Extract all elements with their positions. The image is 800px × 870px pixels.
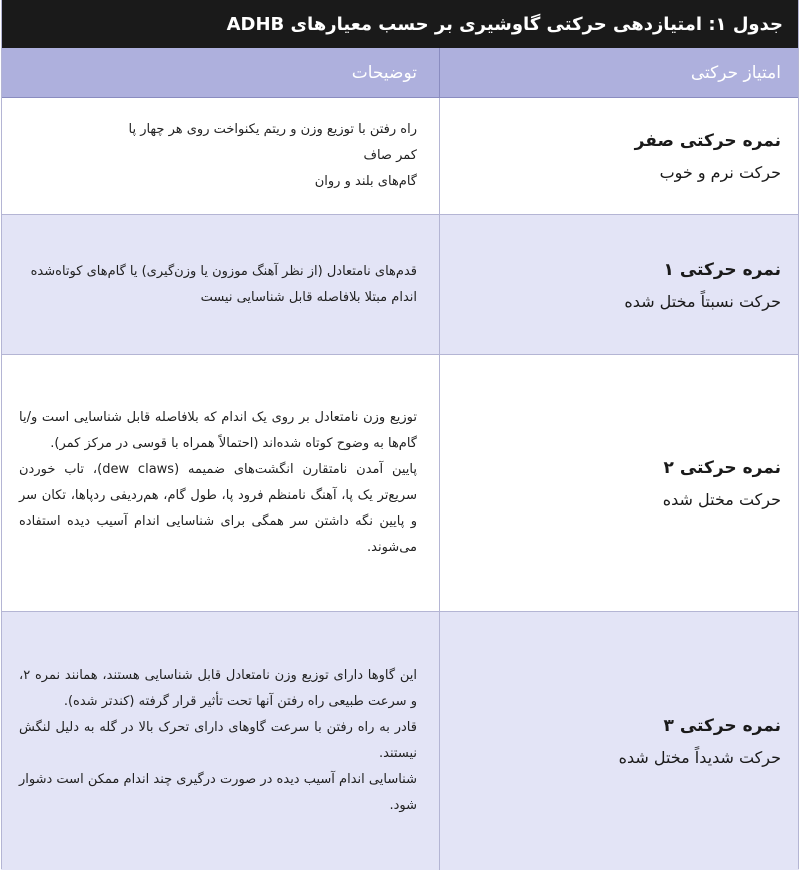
header-description: توضیحات	[351, 62, 417, 83]
description-line: اندام مبتلا بلافاصله قابل شناسایی نیست	[200, 289, 417, 305]
table-row-score-1	[1, 215, 799, 355]
score-subtitle: حرکت شدیداً مختل شده	[618, 748, 781, 767]
description-cell	[1, 355, 439, 611]
score-title: نمره حرکتی ۱	[663, 259, 781, 280]
table-row-score-0	[1, 98, 799, 215]
score-subtitle: حرکت نرم و خوب	[659, 163, 781, 182]
table-row-score-3	[1, 612, 799, 870]
description-cell	[1, 612, 439, 870]
table-row-score-2	[1, 355, 799, 612]
description-cell	[1, 215, 439, 354]
description-line: این گاوها دارای توزیع وزن نامتعادل قابل شناسایی هستند، همانند نمره ۲، و سرعت طبیعی راه رفتن آنها تحت تأثیر قرار گرفته (کندتر شده).	[19, 668, 417, 709]
description-cell	[1, 98, 439, 214]
description-line: توزیع وزن نامتعادل بر روی یک اندام که بلافاصله قابل شناسایی است و/یا گام‌ها به وضوح کوتاه شده‌اند (احتمالاً همراه با قوسی در مرکز کمر).	[19, 410, 417, 451]
header-score: امتیاز حرکتی	[439, 48, 799, 97]
score-title: نمره حرکتی ۳	[663, 716, 781, 736]
score-cell	[439, 355, 799, 611]
description-line: پایین آمدن نامتقارن انگشت‌های ضمیمه (dew claws)، تاب خوردن سریع‌تر یک پا، آهنگ نامنظم فرود پا، طول گام، هم‌ردیفی ردپاها، تکان سر و پایین نگه داشتن سر همگی برای شناسایی اندام آسیب دیده استفاده می‌شوند.	[19, 462, 417, 555]
description-line: گام‌های بلند و روان	[314, 174, 417, 189]
score-title: نمره حرکتی صفر	[634, 131, 781, 151]
table-header-row	[1, 48, 799, 98]
score-title: نمره حرکتی ۲	[663, 458, 781, 478]
score-cell	[439, 612, 799, 870]
score-subtitle: حرکت مختل شده	[662, 490, 781, 509]
description-line: کمر صاف	[363, 148, 417, 163]
table-title: جدول ۱: امتیازدهی حرکتی گاوشیری بر حسب معیارهای ADHB	[1, 0, 799, 48]
score-cell	[439, 215, 799, 354]
description-line: شناسایی اندام آسیب دیده در صورت درگیری چند اندام ممکن است دشوار شود.	[19, 772, 417, 813]
description-line: راه رفتن با توزیع وزن و ریتم یکنواخت روی هر چهار پا	[128, 122, 417, 137]
locomotion-table	[1, 0, 799, 870]
score-cell	[439, 98, 799, 214]
description-line: قادر به راه رفتن با سرعت گاوهای دارای تحرک بالا در گله به دلیل لنگش نیستند.	[19, 720, 417, 761]
description-line: قدم‌های نامتعادل (از نظر آهنگ موزون یا وزن‌گیری) یا گام‌های کوتاه‌شده	[30, 263, 417, 279]
score-subtitle: حرکت نسبتاً مختل شده	[624, 291, 781, 311]
